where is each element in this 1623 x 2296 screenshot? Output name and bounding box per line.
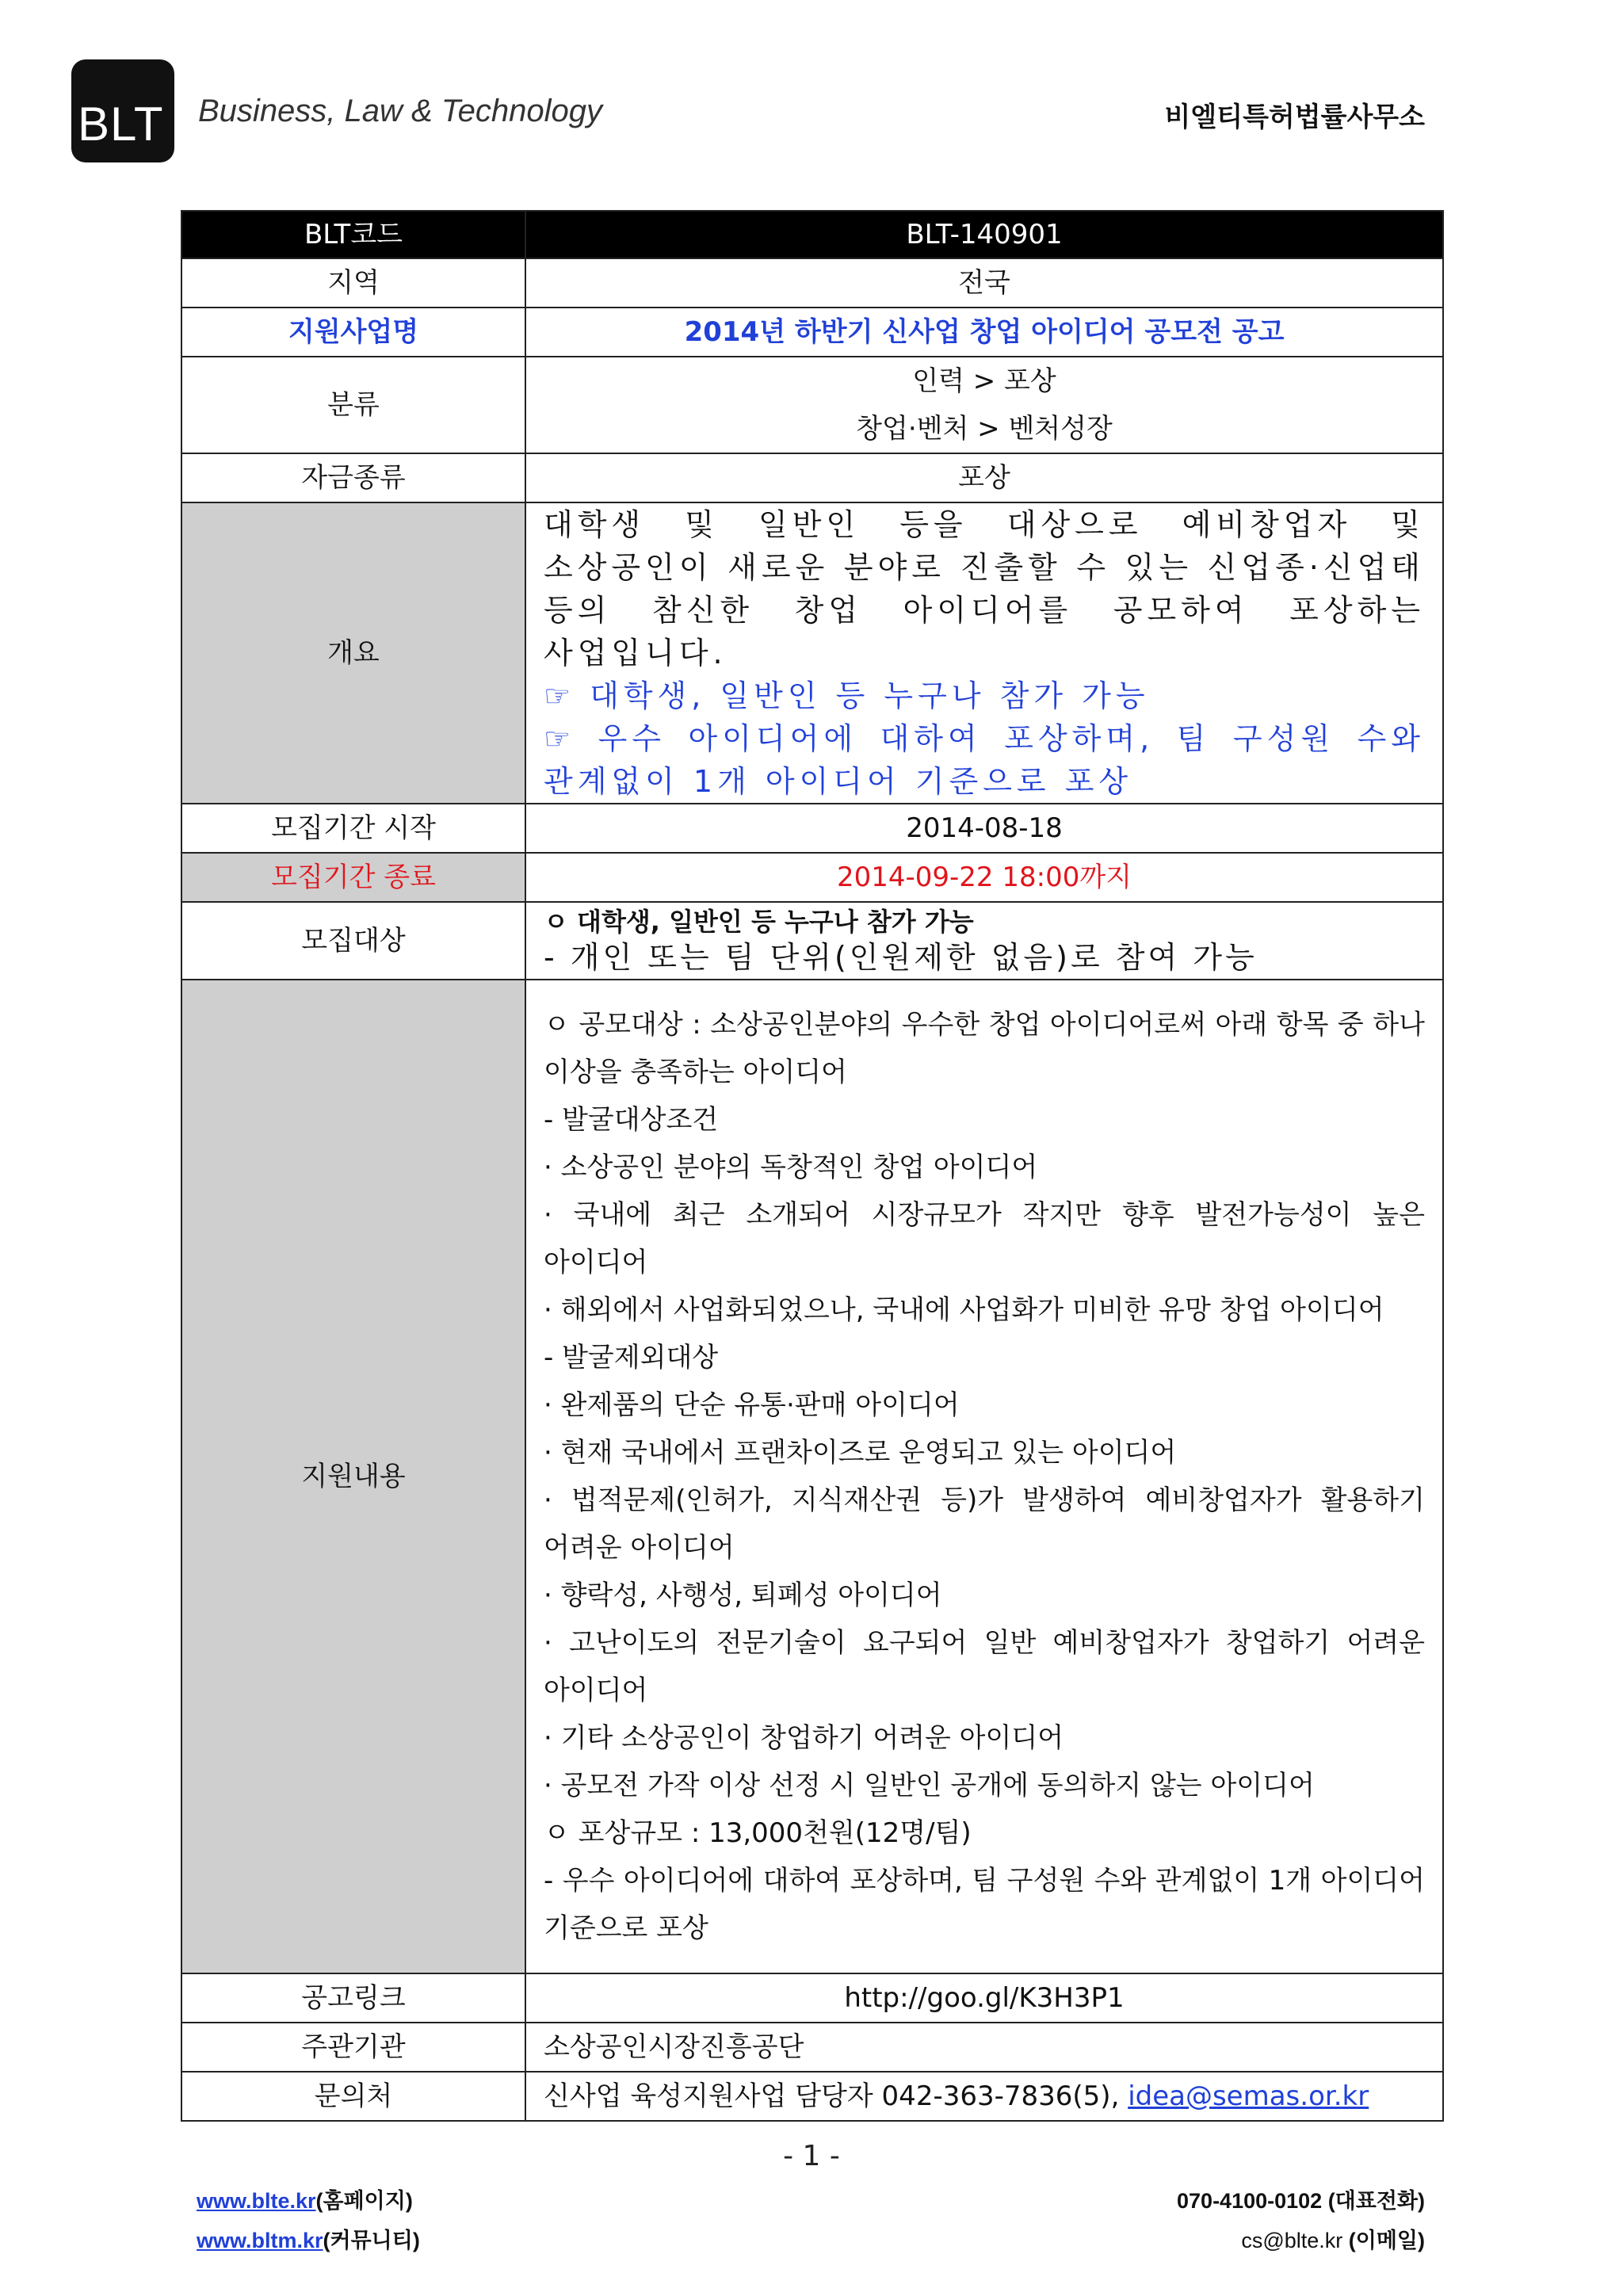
row-target — [181, 902, 1443, 980]
target-line-1: ㅇ 대학생, 일반인 등 누구나 참가 가능 — [544, 907, 974, 937]
row-category — [181, 357, 1443, 453]
phone-label: (대표전화) — [1322, 2189, 1425, 2213]
target-value — [525, 902, 1443, 980]
footer-homepage — [197, 2183, 413, 2214]
email-label: (이메일) — [1342, 2229, 1425, 2252]
announcement-table — [181, 210, 1444, 2122]
category-line-1: 인력 > 포상 — [912, 365, 1056, 397]
support-line: · 현재 국내에서 프랜차이즈로 운영되고 있는 아이디어 — [544, 1437, 1177, 1469]
org-label: 주관기관 — [181, 2023, 525, 2072]
row-program — [181, 308, 1443, 357]
page-header — [0, 0, 1623, 174]
support-line: · 고난이도의 전문기술이 요구되어 일반 예비창업자가 창업하기 어려운 아이디어 — [544, 1627, 1425, 1706]
row-link — [181, 1973, 1443, 2023]
support-line: · 향락성, 사행성, 퇴폐성 아이디어 — [544, 1580, 942, 1611]
contact-label: 문의처 — [181, 2072, 525, 2121]
category-value — [525, 357, 1443, 453]
code-value: BLT-140901 — [525, 211, 1443, 258]
start-value: 2014-08-18 — [525, 804, 1443, 853]
category-line-2: 창업·벤처 > 벤처성장 — [856, 413, 1113, 445]
support-line: ㅇ 공모대상 : 소상공인분야의 우수한 창업 아이디어로써 아래 항목 중 하나 이상을 충족하는 아이디어 — [544, 1009, 1425, 1088]
row-fund — [181, 453, 1443, 502]
target-label: 모집대상 — [181, 902, 525, 980]
announcement-link[interactable]: http://goo.gl/K3H3P1 — [525, 1973, 1443, 2023]
category-label: 분류 — [181, 357, 525, 453]
footer-email-address: cs@blte.kr — [1241, 2229, 1343, 2252]
contact-email-link[interactable]: idea@semas.or.kr — [1128, 2080, 1369, 2112]
summary-point-1: ☞ 대학생, 일반인 등 누구나 참가 가능 — [544, 678, 1150, 713]
program-value: 2014년 하반기 신사업 창업 아이디어 공모전 공고 — [525, 308, 1443, 357]
row-region — [181, 258, 1443, 308]
footer-email — [1241, 2223, 1425, 2254]
region-value: 전국 — [525, 258, 1443, 308]
row-summary — [181, 502, 1443, 804]
support-line: ㅇ 포상규모 : 13,000천원(12명/팀) — [544, 1817, 972, 1849]
support-line: · 공모전 가작 이상 선정 시 일반인 공개에 동의하지 않는 아이디어 — [544, 1770, 1315, 1801]
support-line: - 우수 아이디어에 대하여 포상하며, 팀 구성원 수와 관계없이 1개 아이디어 기준으로 포상 — [544, 1865, 1425, 1944]
summary-point-2: ☞ 우수 아이디어에 대하여 포상하며, 팀 구성원 수와 관계없이 1개 아이디어 기준으로 포상 — [544, 721, 1425, 799]
tagline: Business, Law & Technology — [198, 94, 602, 128]
summary-label: 개요 — [181, 502, 525, 804]
support-line: · 완제품의 단순 유통·판매 아이디어 — [544, 1389, 960, 1421]
support-line: · 해외에서 사업화되었으나, 국내에 사업화가 미비한 유망 창업 아이디어 — [544, 1294, 1384, 1326]
row-org — [181, 2023, 1443, 2072]
row-code — [181, 211, 1443, 258]
fund-label: 자금종류 — [181, 453, 525, 502]
start-label: 모집기간 시작 — [181, 804, 525, 853]
phone-number: 070-4100-0102 — [1177, 2189, 1323, 2213]
support-label: 지원내용 — [181, 980, 525, 1973]
row-start — [181, 804, 1443, 853]
support-line: · 기타 소상공인이 창업하기 어려운 아이디어 — [544, 1722, 1064, 1754]
row-end — [181, 853, 1443, 902]
row-support — [181, 980, 1443, 1973]
footer-phone — [1177, 2183, 1425, 2214]
end-label: 모집기간 종료 — [181, 853, 525, 902]
homepage-link[interactable]: www.blte.kr — [197, 2189, 316, 2213]
region-label: 지역 — [181, 258, 525, 308]
target-line-2: - 개인 또는 팀 단위(인원제한 없음)로 참여 가능 — [544, 940, 1258, 975]
end-value: 2014-09-22 18:00까지 — [525, 853, 1443, 902]
homepage-label: (홈페이지) — [315, 2189, 413, 2213]
row-contact — [181, 2072, 1443, 2121]
contact-value — [525, 2072, 1443, 2121]
support-line: - 발굴대상조건 — [544, 1104, 719, 1136]
page-number: - 1 - — [783, 2140, 840, 2172]
support-line: · 법적문제(인허가, 지식재산권 등)가 발생하여 예비창업자가 활용하기 어려운 아이디어 — [544, 1484, 1425, 1564]
contact-text: 신사업 육성지원사업 담당자 042-363-7836(5), — [544, 2080, 1128, 2112]
program-label: 지원사업명 — [181, 308, 525, 357]
summary-value — [525, 502, 1443, 804]
support-content — [525, 980, 1443, 1973]
fund-value: 포상 — [525, 453, 1443, 502]
org-value: 소상공인시장진흥공단 — [525, 2023, 1443, 2072]
community-label: (커뮤니티) — [323, 2229, 420, 2252]
support-line: · 국내에 최근 소개되어 시장규모가 작지만 향후 발전가능성이 높은 아이디어 — [544, 1199, 1425, 1278]
firm-name: 비엘티특허법률사무소 — [1164, 101, 1425, 133]
logo-text: BLT — [78, 97, 164, 151]
summary-text: 대학생 및 일반인 등을 대상으로 예비창업자 및 소상공인이 새로운 분야로 진출할 수 있는 신업종·신업태 등의 참신한 창업 아이디어를 공모하여 포상하는 사업입니다. — [544, 507, 1425, 670]
footer-community — [197, 2223, 420, 2254]
support-line: · 소상공인 분야의 독창적인 창업 아이디어 — [544, 1152, 1038, 1183]
blt-logo — [71, 59, 174, 162]
code-label: BLT코드 — [181, 211, 525, 258]
link-label: 공고링크 — [181, 1973, 525, 2023]
support-line: - 발굴제외대상 — [544, 1342, 719, 1373]
community-link[interactable]: www.bltm.kr — [197, 2229, 323, 2252]
